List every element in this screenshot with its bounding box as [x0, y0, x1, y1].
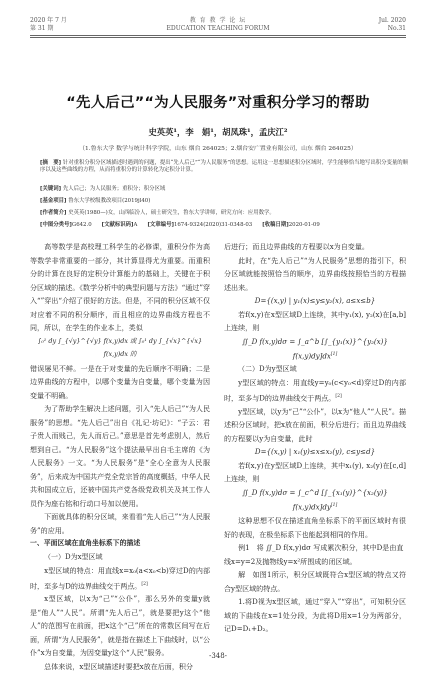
paragraph: y型区域的特点：用直线y=y₀(c<y₀<d)穿过D的内部时，至多与D的边界曲线交于两点。[2]	[224, 378, 406, 403]
author-bio-text: 史英英(1980—)女，山西临汾人，硕士研究生，鲁东大学讲师，研究方向：应用数学。	[68, 210, 275, 216]
article-number: [文章编号]1674-9324(2020)31-0348-03	[147, 222, 253, 228]
abstract-label: [摘 要]	[40, 160, 62, 166]
author-bio-label: [作者简介]	[40, 210, 67, 216]
subsection-heading: （一）D为x型区域	[44, 552, 103, 561]
paragraph: 这种思想不仅在描述直角坐标系下的平面区域时有很好的表现，在极坐标系下也能起到相同的作用。	[224, 516, 406, 539]
wrong-integral-example: ∫₀¹ dy ∫_{√y}^{√y} f(x,y)dx 或 ∫₀¹ dy ∫_{√x}^{√x} f(x,y)dx 的	[37, 336, 203, 358]
journal-name-en: EDUCATION TEACHING FORUM	[166, 25, 270, 32]
keywords-label: [关键词]	[40, 186, 62, 192]
affiliation: （1.鲁东大学 数学与统计科学学院，山东 烟台 264025；2.烟台安广置业有限公司，山东 烟台 264025）	[79, 146, 357, 152]
keywords-text: 先人后己；为人民服务；重积分；积分区域	[62, 186, 166, 192]
paragraph: 若f(x,y)在y型区域D上连续，其中x₁(y), x₂(y)在[c,d]上连续，则	[224, 460, 406, 484]
paragraph: 线x=y=2及抛物线y=x²所围成的闭区域。	[224, 556, 357, 566]
subsection-heading: （二）D为y型区域	[238, 364, 297, 373]
keywords	[40, 186, 410, 193]
equation-y-region: D={(x,y) | x₁(y)≤x≤x₂(y), c≤y≤d}	[254, 447, 376, 457]
paragraph: x型区域的特点：用直线x=x₀(a<x₀<b)穿过D的内部时，至多与D的边界曲线交于两点。[2]	[30, 566, 210, 590]
fund	[40, 198, 410, 205]
paragraph: 后进行；而且边界曲线的方程要以x为自变量。	[224, 242, 369, 251]
fund-text: 鲁东大学校级教改项目(2019jl40)	[68, 198, 151, 204]
issue-date: 2020 年 7 月	[30, 17, 67, 24]
classification-line	[40, 222, 410, 229]
fund-label: [基金项目]	[40, 198, 67, 204]
article-title: “先人后己”“为人民服务”对重积分学习的帮助	[66, 95, 370, 111]
paragraph: 错误屡见不鲜。一是在于对变量的先后顺序不明确；二是边界曲线的方程中，以哪个变量为自变量，哪个变量为因变量不明确。	[30, 363, 210, 400]
equation-x-integral: ∬_D f(x,y)dσ = ∫_a^b [∫_{y₁(x)}^{y₂(x)} f(x,y)dy]dx[1]	[242, 336, 388, 361]
equation-y-integral: ∬_D f(x,y)dσ = ∫_c^d [∫_{x₁(y)}^{x₂(y)} f(x,y)dx]dy[1]	[242, 487, 388, 512]
paragraph: 此时，在“先人后己”“为人民服务”思想的指引下，积分区域就能按照恰当的顺序，边界曲线按照恰当的方程描述出来。	[224, 255, 406, 292]
doc-code: [文献标识码]A	[101, 222, 138, 228]
header-rule	[30, 35, 406, 36]
issue-number-en: No.31	[387, 25, 406, 32]
paragraph: 若f(x,y)在x型区域D上连续，其中y₁(x), y₂(x)在[a,b]上连续，则	[224, 309, 406, 332]
abstract-text: 针对重积分积分区域描述时遇到的问题，提出“先人后己”“为人民服务”的思想。运用这一思想描述积分区域时，学生能够恰当地写出积分变量的顺序以及这些曲线的方程，从而将重积分的计算转化为定积分计算。	[40, 160, 409, 174]
class-code: [中图分类号]G642.0	[40, 222, 92, 228]
equation-x-region: D={(x,y) | y₁(x)≤y≤y₂(x), a≤x≤b}	[254, 296, 376, 305]
paragraph: 总体来说，x型区域描述时要把x放在后面，积分	[44, 661, 193, 671]
issue-date-en: Jul. 2020	[378, 17, 406, 24]
author-bio	[40, 210, 410, 217]
journal-name-cn: 教 育 教 学 论 坛	[189, 17, 247, 24]
section-heading: 一、平面区域在直角坐标系下的描述	[30, 539, 141, 547]
paragraph: 高等数学是高校理工科学生的必修课，重积分作为高等数学非常重要的一部分，其计算显得尤为重要。而重积分的计算在良好的定积分计算能力的基础上，关键在于积分区域的描述。《数学分析中的典型问题与方法》“通过”穿入“”穿出“介绍了很好的方法。但是，不同的积分区域不仅对应着不同的积分顺序，而且相应的边界曲线方程也不同，所以，在学生的作业本上，类似	[30, 242, 210, 332]
paragraph: 解 如图1所示，积分区域既符合x型区域的特点又符合y型区域的特点。	[224, 570, 406, 593]
right-column	[224, 240, 406, 636]
paragraph: 下面就具体的积分区域，来看看“先人后己”“为人民服务”的应用。	[30, 512, 210, 535]
abstract	[40, 160, 410, 175]
author-list: 史英英¹，李 娟¹，胡凤珠¹，孟庆江²	[148, 127, 288, 137]
page-number: -348-	[208, 652, 228, 660]
issue-number: 第 31 期	[30, 25, 54, 32]
paragraph: 为了帮助学生解决上述问题，引入“先人后己”“为人民服务”的思想。“先人后己”出自《礼记·坊记》：“子云：君子贵人而贱己，先人而后己。”意思是首先考虑别人，然后想到自己。“为人民服务”这个提法最早出自毛主席的《为人民服务》一文。“为人民服务”是“全心全意为人民服务”，后来成为中国共产党全党宗旨的高度概括，中华人民共和国成立后，还被中国共产党各级党政机关及其工作人员作为座右铭和行动口号加以使用。	[30, 404, 210, 508]
paragraph: 1.将D视为x型区域，通过“穿入”“穿出”，可知积分区域的下曲线在x=1处分段，为此将D用x=1分为两部分，记D=D₁+D₂。	[224, 597, 406, 634]
paragraph: x型区域，以x为“己”“公仆”，那么另外的变量y就是“他人”“人民”。所谓“先人后己”，就是要把y这个“他人”的范围写在前面，把x这个“己”所在的常数区间写在后面，所谓“为人民服务”，就是指在描述上下曲线时，以“公仆”x为自变量，为因变量y这个“人民”服务。	[30, 594, 210, 658]
paragraph: y型区域，以y为“己”“公仆”，以x为“他人”“人民”。描述积分区域时，把x放在前面，积分后进行；而且边界曲线的方程要以y为自变量，此时	[224, 406, 406, 443]
received-date: [收稿日期]2020-01-09	[262, 222, 320, 228]
header-rule-2	[30, 37, 406, 38]
left-column	[30, 240, 210, 673]
example-heading: 例1 将 ∬_D f(x,y)dσ 写成累次积分，其中D是由直	[238, 543, 404, 553]
